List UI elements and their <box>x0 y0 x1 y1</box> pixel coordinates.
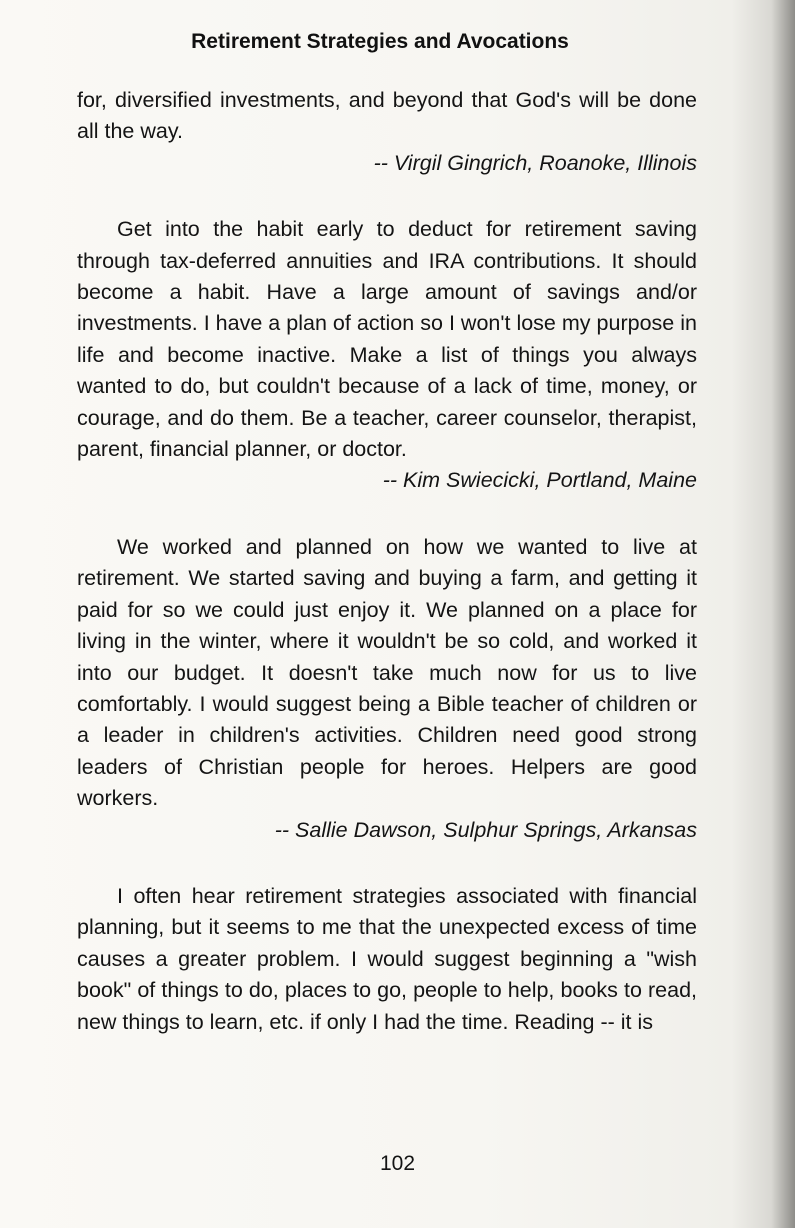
paragraph-sallie-dawson: We worked and planned on how we wanted to live at retirement. We started saving and buying a farm, and getting it paid for so we could just enjoy it. We planned on a place for living in the winter, where it wouldn't be so cold, and worked it into our budget. It doesn't take much now for us to live comfortably. I would suggest being a Bible teacher of children or a leader in children's activities. Children need good strong leaders of Christian people for heroes. Helpers are good workers. <box>77 534 697 811</box>
paragraph-kim-swiecicki: Get into the habit early to deduct for retirement saving through tax-deferred annuities and IRA contributions. It should become a habit. Have a large amount of savings and/or investments. I have a plan of action so I won't lose my purpose in life and become inactive. Make a list of things you always wanted to do, but couldn't because of a lack of time, money, or courage, and do them. Be a teacher, career counselor, therapist, parent, financial planner, or doctor. <box>77 217 697 462</box>
page-number: 102 <box>379 1152 416 1175</box>
paragraph-gap <box>77 179 697 214</box>
attribution-sallie-dawson: -- Sallie Dawson, Sulphur Springs, Arkansas <box>274 817 697 842</box>
attribution-kim-swiecicki: -- Kim Swiecicki, Portland, Maine <box>382 468 697 493</box>
page-content <box>77 85 697 1038</box>
paragraph-gap <box>77 497 697 532</box>
attribution-virgil-gingrich: -- Virgil Gingrich, Roanoke, Illinois <box>373 150 697 175</box>
paragraph-wish-book: I often hear retirement strategies associated with financial planning, but it seems to me that the unexpected excess of time causes a greater problem. I would suggest beginning a "wish book" of things to do, places to go, people to help, books to read, new things to learn, etc. if only I had the time. Reading -- it is <box>77 883 697 1034</box>
paragraph-gap <box>77 846 697 881</box>
running-header: Retirement Strategies and Avocations <box>191 30 569 53</box>
paragraph-virgil-gingrich: for, diversified investments, and beyond that God's will be done all the way. <box>77 88 697 144</box>
